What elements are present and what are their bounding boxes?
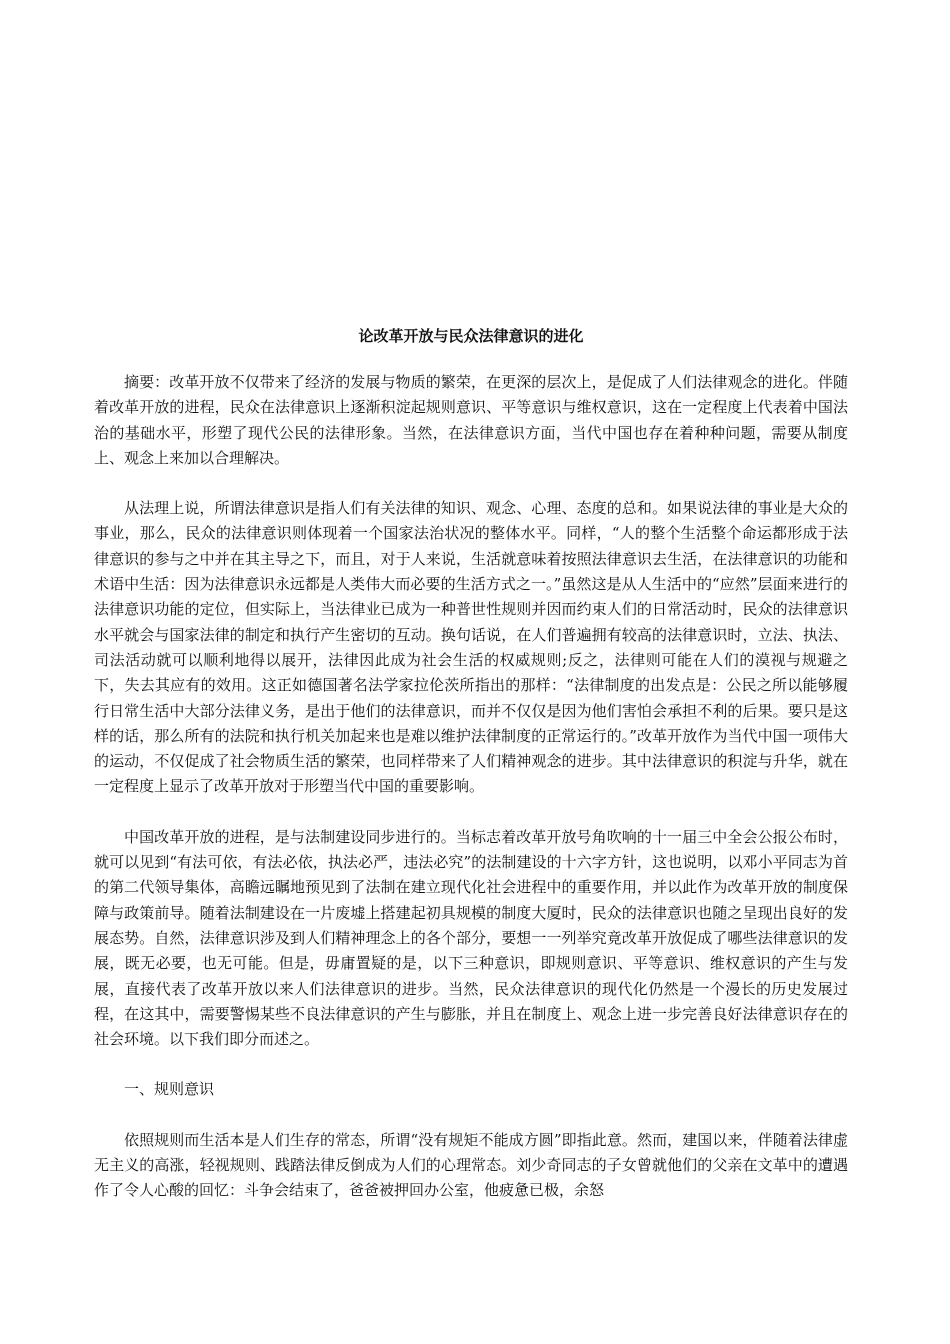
document-body — [94, 322, 848, 1229]
abstract-paragraph: 摘要：改革开放不仅带来了经济的发展与物质的繁荣，在更深的层次上，是促成了人们法律观念的进化。伴随着改革开放的进程，民众在法律意识上逐渐积淀起规则意识、平等意识与维权意识，这在一定程度上代表着中国法治的基础水平，形塑了现代公民的法律形象。当然，在法律意识方面，当代中国也存在着种种问题，需要从制度上、观念上来加以合理解决。 — [94, 373, 848, 467]
body-paragraph-2: 中国改革开放的进程，是与法制建设同步进行的。当标志着改革开放号角吹响的十一届三中全会公报公布时，就可以见到“有法可依，有法必依，执法必严，违法必究”的法制建设的十六字方针，这也说明，以邓小平同志为首的第二代领导集体，高瞻远瞩地预见到了法制在建立现代化社会进程中的重要作用，并以此作为改革开放的制度保障与政策前导。随着法制建设在一片废墟上搭建起初具规模的制度大厦时，民众的法律意识也随之呈现出良好的发展态势。自然，法律意识涉及到人们精神理念上的各个部分，要想一一列举究竟改革开放促成了哪些法律意识的发展，既无必要，也无可能。但是，毋庸置疑的是，以下三种意识，即规则意识、平等意识、维权意识的产生与发展，直接代表了改革开放以来人们法律意识的进步。当然，民众法律意识的现代化仍然是一个漫长的历史发展过程，在这其中，需要警惕某些不良法律意识的产生与膨胀，并且在制度上、观念上进一步完善良好法律意识存在的社会环境。以下我们即分而述之。 — [94, 827, 848, 1049]
document-title: 论改革开放与民众法律意识的进化 — [358, 327, 584, 345]
body-paragraph-1: 从法理上说，所谓法律意识是指人们有关法律的知识、观念、心理、态度的总和。如果说法律的事业是大众的事业，那么，民众的法律意识则体现着一个国家法治状况的整体水平。同样，“人的整个生活整个命运都形成于法律意识的参与之中并在其主导之下，而且，对于人来说，生活就意味着按照法律意识去生活，在法律意识的功能和术语中生活：因为法律意识永远都是人类伟大而必要的生活方式之一。”虽然这是从人生活中的“应然”层面来进行的法律意识功能的定位，但实际上，当法律业已成为一种普世性规则并因而约束人们的日常活动时，民众的法律意识水平就会与国家法律的制定和执行产生密切的互动。换句话说，在人们普遍拥有较高的法律意识时，立法、执法、司法活动就可以顺利地得以展开，法律因此成为社会生活的权威规则;反之，法律则可能在人们的漠视与规避之下，失去其应有的效用。这正如德国著名法学家拉伦茨所指出的那样：“法律制度的出发点是：公民之所以能够履行日常生活中大部分法律义务，是出于他们的法律意识，而并不仅仅是因为他们害怕会承担不利的后果。要只是这样的话，那么所有的法院和执行机关加起来也是难以维护法律制度的正常运行的。”改革开放作为当代中国一项伟大的运动，不仅促成了社会物质生活的繁荣，也同样带来了人们精神观念的进步。其中法律意识的积淀与升华，就在一定程度上显示了改革开放对于形塑当代中国的重要影响。 — [94, 499, 848, 796]
section-heading: 一、规则意识 — [124, 1080, 215, 1099]
body-paragraph-3: 依照规则而生活本是人们生存的常态，所谓“没有规矩不能成方圆”即指此意。然而，建国以来，伴随着法律虚无主义的高涨，轻视规则、践踏法律反倒成为人们的心理常态。刘少奇同志的子女曾就他们的父亲在文革中的遭遇作了令人心酸的回忆：斗争会结束了，爸爸被押回办公室，他疲惫已极，余怒 — [94, 1130, 848, 1200]
